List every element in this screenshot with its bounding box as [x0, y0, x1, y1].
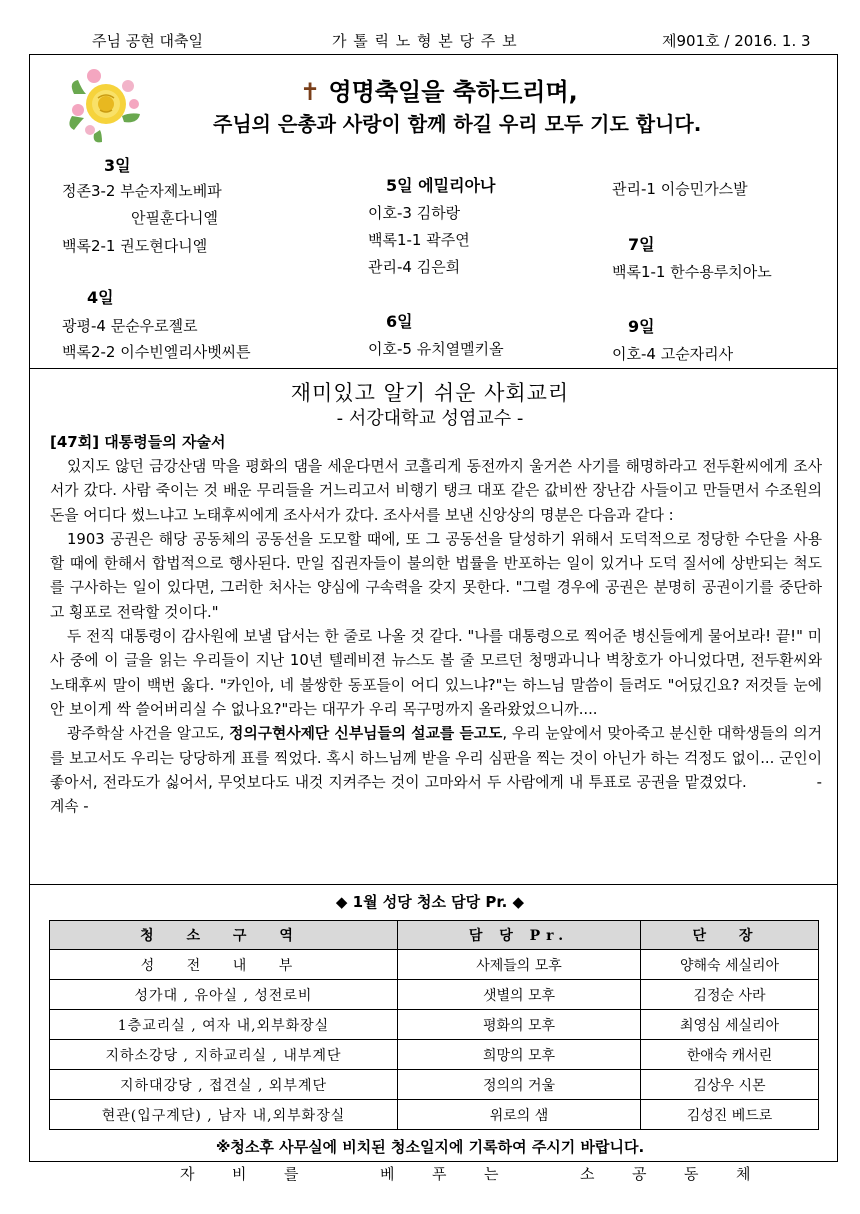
- divider: [29, 368, 838, 369]
- flower-bouquet-icon: [64, 64, 146, 144]
- divider: [29, 884, 838, 885]
- list-item: 백록1-1 곽주연: [368, 231, 470, 249]
- list-item: 안필훈다니엘: [131, 209, 218, 227]
- day-label: 9일: [628, 317, 655, 336]
- column-body: [50, 455, 822, 819]
- column-header: 청 소 구 역: [50, 921, 398, 950]
- table-row: 성 전 내 부 사제들의 모후 양해숙 세실리아: [50, 950, 819, 980]
- feast-subtitle: 주님의 은총과 사랑이 함께 하길 우리 모두 기도 합니다.: [213, 112, 702, 136]
- list-item: 이호-5 유치열멜키올: [368, 340, 504, 358]
- cleaning-table: [49, 920, 819, 1130]
- day-label: 3일: [104, 156, 131, 175]
- paragraph: 광주학살 사건을 알고도, 정의구현사제단 신부님들의 설교를 듣고도, 우리 눈앞에서 맞아죽고 분신한 대학생들의 의거를 보고서도 우리는 당당하게 표를 찍었다. 혹시 하느님께 받을 우리 심판을 찍는 것이 아닌가 하는 걱정도 없이... 군인이 좋아서, 전라도가 싫어서, 무엇보다도 내것 지켜주는 것이 고마와서 두 사람에게 내 투표로 공권을 맡겼었다. - 계속 -: [50, 725, 822, 816]
- paragraph: 있지도 않던 금강산댐 막을 평화의 댐을 세운다면서 코흘리게 동전까지 울거쓴 사기를 해명하라고 전두환씨에게 조사서가 갔다. 사람 죽이는 것 배운 무리들을 거느리고서 비행기 탱크 대포 같은 값비싼 장난감 사들이고 만들면서 수조원의 돈을 어디다 썼느냐고 노태후씨에게 조사서가 갔다. 조사서를 보낸 신앙상의 명분은 다음과 같다 :: [50, 458, 822, 524]
- feast-title: ✝ 영명축일을 축하드리며,: [300, 78, 578, 106]
- issue-date: 제901호 / 2016. 1. 3: [662, 32, 811, 50]
- list-item: 광평-4 문순우로젤로: [62, 317, 198, 335]
- table-row: 1층교리실 , 여자 내,외부화장실 평화의 모후 최영심 세실리아: [50, 1010, 819, 1040]
- paragraph: 1903 공권은 해당 공동체의 공동선을 도모할 때에, 또 그 공동선을 달성하기 위해서 도덕적으로 정당한 수단을 사용할 때에 한해서 합법적으로 행사된다. 만일 집권자들이 불의한 법률을 반포하는 일이 있거나 도덕 질서에 상반되는 척도를 구사하는 일이 있다면, 그러한 처사는 양심에 구속력을 갖지 못한다. "그럴 경우에 공권은 분명히 공권이기를 중단하고 횡포로 전락할 것이다.": [50, 530, 822, 621]
- table-row: 성가대 , 유아실 , 성전로비 샛별의 모후 김정순 사라: [50, 980, 819, 1010]
- day-label: 7일: [628, 235, 655, 254]
- list-item: 이호-3 김하랑: [368, 204, 461, 222]
- day-label: 6일: [386, 312, 413, 331]
- list-item: 이호-4 고순자리사: [612, 345, 734, 363]
- list-item: 백록2-1 권도현다니엘: [62, 237, 208, 255]
- day-label: 4일: [87, 288, 114, 307]
- cleaning-notice: ※청소후 사무실에 비치된 청소일지에 기록하여 주시기 바랍니다.: [215, 1138, 645, 1156]
- day-label: 5일 에밀리아나: [386, 176, 496, 195]
- list-item: 백록1-1 한수용루치아노: [612, 263, 772, 281]
- episode-title: [47회] 대통령들의 자술서: [50, 433, 226, 451]
- paragraph: 두 전직 대통령이 감사원에 보낼 답서는 한 줄로 나올 것 같다. "나를 대통령으로 찍어준 병신들에게 물어보라! 끝!" 미사 중에 이 글을 읽는 우리들이 지난 10년 텔레비젼 뉴스도 볼 줄 모르던 청맹과니나 벽창호가 아니었다면, 전두환씨와 노태후씨 말이 백번 옳다. "카인아, 네 불쌍한 동포들이 어디 있느냐?"는 하느님 말씀이 들려도 "어딨긴요? 저것들 눈에 안 보이게 싹 쓸어버리실 수 없나요?"라는 대꾸가 우리 목구멍까지 올라왔었으니까....: [50, 628, 822, 718]
- bulletin-title: 가 톨 릭 노 형 본 당 주 보: [332, 32, 518, 50]
- column-author: - 서강대학교 성염교수 -: [336, 408, 524, 429]
- list-item: 관리-4 김은희: [368, 258, 461, 276]
- feast-name: 주님 공현 대축일: [92, 32, 203, 50]
- column-header: 단 장: [641, 921, 819, 950]
- table-row: 현관(입구계단) , 남자 내,외부화장실 위로의 샘 김성진 베드로: [50, 1100, 819, 1130]
- table-row: 지하대강당 , 접견실 , 외부계단 정의의 거울 김상우 시몬: [50, 1070, 819, 1100]
- continued-mark: - 계속 -: [50, 773, 822, 816]
- list-item: 관리-1 이승민가스발: [612, 180, 748, 198]
- list-item: 백록2-2 이수빈엘리사벳씨튼: [62, 343, 251, 361]
- column-header: 담 당 Pr.: [398, 921, 641, 950]
- cleaning-title: ◆ 1월 성당 청소 담당 Pr. ◆: [335, 893, 525, 911]
- cross-icon: ✝: [300, 78, 321, 106]
- table-header-row: [50, 921, 819, 950]
- table-row: 지하소강당 , 지하교리실 , 내부계단 희망의 모후 한애숙 캐서린: [50, 1040, 819, 1070]
- list-item: 정존3-2 부순자제노베파: [62, 182, 222, 200]
- emphasis: 정의구현사제단 신부님들의 설교를 듣고도: [229, 725, 503, 743]
- column-title: 재미있고 알기 쉬운 사회교리: [290, 381, 570, 405]
- bulletin-header: [0, 30, 860, 54]
